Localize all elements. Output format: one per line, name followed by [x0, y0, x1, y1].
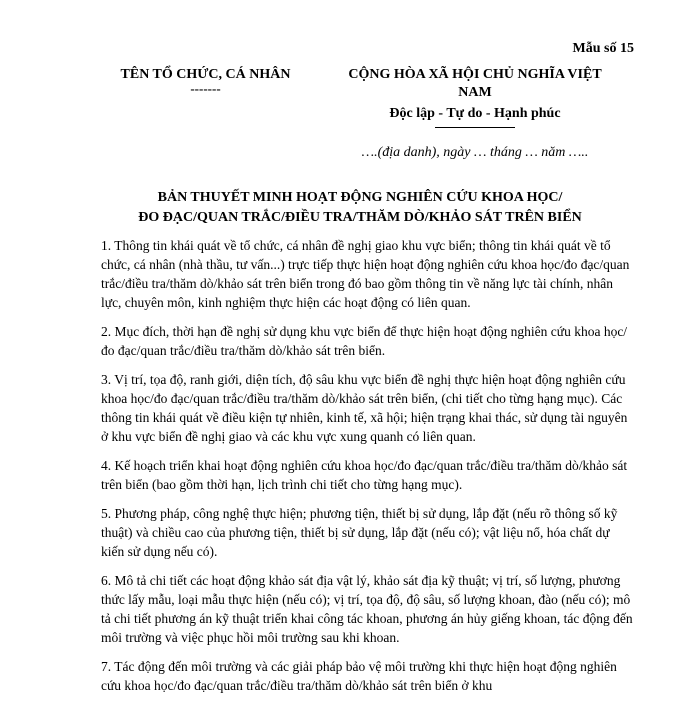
national-header [325, 66, 625, 128]
nation-name-line2: NAM [458, 85, 492, 100]
place-date-line: ….(địa danh), ngày … tháng … năm ….. [361, 145, 589, 160]
organization-rule: ------- [190, 81, 221, 96]
nation-name-line1: CỘNG HÒA XÃ HỘI CHỦ NGHĨA VIỆT [348, 67, 602, 82]
form-number: Mẫu số 15 [572, 41, 634, 56]
motto-underline [435, 127, 515, 128]
section-1: 1. Thông tin khái quát về tổ chức, cá nhân đề nghị giao khu vực biển; thông tin khái quát về tổ chức, cá nhân (nhà thầu, tư vấn...) trực tiếp thực hiện hoạt động nghiên cứu khoa học/đo đạc/quan trắc/điều tra/thăm dò/khảo sát trên biển trong đó bao gồm thông tin về năng lực tài chính, nhân lực, chuyên môn, kinh nghiệm thực hiện các hoạt động có liên quan. [101, 238, 630, 310]
section-2: 2. Mục đích, thời hạn đề nghị sử dụng khu vực biển để thực hiện hoạt động nghiên cứu khoa học/đo đạc/quan trắc/điều tra/thăm dò/khảo sát trên biển. [101, 324, 628, 358]
section-4: 4. Kế hoạch triển khai hoạt động nghiên cứu khoa học/đo đạc/quan trắc/điều tra/thăm dò/khảo sát trên biển (bao gồm thời hạn, lịch trình chi tiết cho từng hạng mục). [101, 458, 628, 492]
section-3: 3. Vị trí, tọa độ, ranh giới, diện tích, độ sâu khu vực biển đề nghị thực hiện hoạt động nghiên cứu khoa học/đo đạc/quan trắc/điều tra/thăm dò/khảo sát trên biển, (chi tiết cho từng hạng mục). Các thông tin khái quát về điều kiện tự nhiên, kinh tế, xã hội; hiện trạng khai thác, sử dụng tài nguyên ở khu vực biển đề nghị giao và các khu vực xung quanh có liên quan. [101, 372, 628, 444]
organization-block [108, 66, 303, 94]
document-body [101, 236, 636, 705]
section-6: 6. Mô tả chi tiết các hoạt động khảo sát địa vật lý, khảo sát địa kỹ thuật; vị trí, số lượng, phương thức lấy mẫu, loại mẫu thực hiện (nếu có); vị trí, tọa độ, độ sâu, số lượng khoan, đào (nếu có); mô tả chi tiết phương án kỹ thuật triển khai công tác khoan, phương án hủy giếng khoan, tác động đến môi trường và việc phục hồi môi trường sau khi khoan. [101, 573, 633, 645]
section-7: 7. Tác động đến môi trường và các giải pháp bảo vệ môi trường khi thực hiện hoạt động nghiên cứu khoa học/đo đạc/quan trắc/điều tra/thăm dò/khảo sát trên biển ở khu [101, 659, 617, 693]
title-line2: ĐO ĐẠC/QUAN TRẮC/ĐIỀU TRA/THĂM DÒ/KHẢO SÁT TRÊN BIỂN [138, 210, 582, 225]
organization-name: TÊN TỔ CHỨC, CÁ NHÂN [120, 67, 291, 82]
title-line1: BẢN THUYẾT MINH HOẠT ĐỘNG NGHIÊN CỨU KHOA HỌC/ [157, 190, 563, 205]
national-motto: Độc lập - Tự do - Hạnh phúc [389, 106, 561, 121]
section-5: 5. Phương pháp, công nghệ thực hiện; phương tiện, thiết bị sử dụng, lắp đặt (nếu rõ thông số kỹ thuật) và chiều cao của phương tiện, thiết bị sử dụng, lắp đặt (nếu có); vật liệu nổ, hóa chất dự kiến sử dụng nếu có). [101, 506, 618, 559]
document-title [100, 188, 620, 228]
